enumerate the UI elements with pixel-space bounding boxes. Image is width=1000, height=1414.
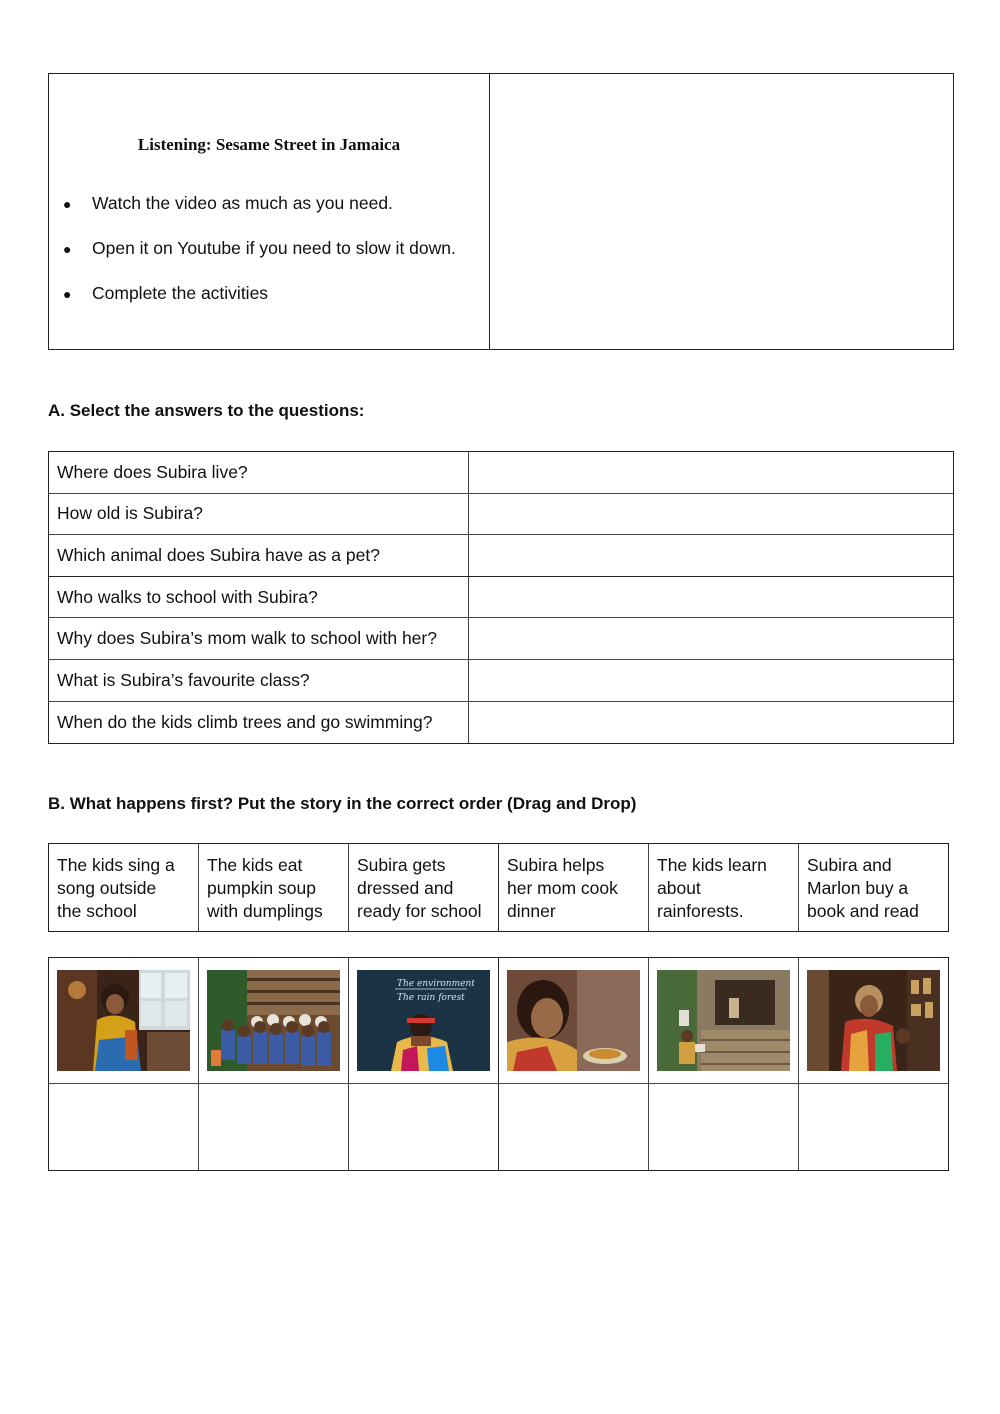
question-row — [49, 494, 953, 536]
picture-cell — [649, 958, 798, 1084]
instruction-item — [59, 271, 489, 316]
instruction-text: Open it on Youtube if you need to slow it down. — [92, 238, 456, 258]
story-event-line: ready for school — [357, 901, 482, 921]
instruction-item — [59, 181, 489, 226]
story-event-line: The kids eat — [207, 855, 303, 875]
story-event-line: song outside — [57, 878, 157, 898]
story-event-card[interactable] — [49, 844, 199, 931]
question-row — [49, 618, 953, 660]
question-text: Why does Subira’s mom walk to school with her? — [49, 618, 469, 659]
picture-cell — [499, 958, 648, 1084]
story-event-line: dressed and — [357, 878, 454, 898]
picture-cell — [799, 958, 948, 1084]
question-row — [49, 535, 953, 577]
story-event-card[interactable] — [349, 844, 499, 931]
picture-table — [48, 957, 949, 1171]
instruction-text: Complete the activities — [92, 283, 269, 303]
question-text: Which animal does Subira have as a pet? — [49, 535, 469, 576]
answer-dropzone[interactable] — [469, 702, 953, 744]
question-row — [49, 702, 953, 744]
story-event-line: Subira gets — [357, 855, 446, 875]
answer-dropzone[interactable] — [469, 618, 953, 659]
order-dropzone[interactable] — [199, 1084, 348, 1170]
story-event-line: book and read — [807, 901, 919, 921]
scene-photo-getting-dressed — [57, 970, 190, 1071]
story-events-table — [48, 843, 949, 932]
instruction-list — [59, 181, 489, 316]
question-text: Who walks to school with Subira? — [49, 577, 469, 618]
story-event-card[interactable] — [499, 844, 649, 931]
picture-column — [649, 958, 799, 1170]
instructions-box — [48, 73, 954, 350]
story-event-line: The kids learn — [657, 855, 767, 875]
picture-column — [799, 958, 948, 1170]
instruction-item — [59, 226, 489, 271]
picture-column — [349, 958, 499, 1170]
answer-dropzone[interactable] — [469, 577, 953, 618]
scene-photo-buying-book — [657, 970, 790, 1071]
story-event-line: pumpkin soup — [207, 878, 316, 898]
bullet-icon: ● — [63, 285, 72, 302]
story-event-card[interactable] — [649, 844, 799, 931]
order-dropzone[interactable] — [349, 1084, 498, 1170]
instruction-text: Watch the video as much as you need. — [92, 193, 393, 213]
page-title: Listening: Sesame Street in Jamaica — [137, 135, 401, 154]
bullet-icon: ● — [63, 240, 72, 257]
scene-photo-kids-singing — [207, 970, 340, 1071]
order-dropzone[interactable] — [799, 1084, 948, 1170]
order-dropzone[interactable] — [499, 1084, 648, 1170]
picture-column — [49, 958, 199, 1170]
question-row — [49, 452, 953, 494]
picture-cell — [349, 958, 498, 1084]
story-event-line: the school — [57, 901, 137, 921]
story-event-line: about — [657, 878, 701, 898]
question-text: When do the kids climb trees and go swimming? — [49, 702, 469, 744]
picture-cell — [199, 958, 348, 1084]
story-event-card[interactable] — [799, 844, 948, 931]
section-b-heading: B. What happens first? Put the story in the correct order (Drag and Drop) — [48, 794, 637, 813]
instructions-cell — [49, 74, 490, 349]
picture-column — [199, 958, 349, 1170]
scene-photo-rainforest-lesson — [357, 970, 490, 1071]
picture-cell — [49, 958, 198, 1084]
story-event-line: Subira and — [807, 855, 892, 875]
answer-dropzone[interactable] — [469, 494, 953, 535]
story-event-line: her mom cook — [507, 878, 618, 898]
story-event-line: rainforests. — [657, 901, 744, 921]
picture-column — [499, 958, 649, 1170]
order-dropzone[interactable] — [49, 1084, 198, 1170]
story-event-line: Marlon buy a — [807, 878, 909, 898]
questions-table — [48, 451, 954, 744]
chalkboard-line: The rain forest — [397, 993, 465, 1003]
story-event-line: dinner — [507, 901, 556, 921]
answer-dropzone[interactable] — [469, 452, 953, 493]
question-text: What is Subira’s favourite class? — [49, 660, 469, 701]
scene-photo-eating-soup — [507, 970, 640, 1071]
question-row — [49, 660, 953, 702]
question-text: Where does Subira live? — [49, 452, 469, 493]
story-event-line: Subira helps — [507, 855, 605, 875]
scene-photo-cooking-dinner — [807, 970, 940, 1071]
question-row — [49, 577, 953, 619]
story-event-line: The kids sing a — [57, 855, 175, 875]
order-dropzone[interactable] — [649, 1084, 798, 1170]
video-placeholder-cell[interactable] — [490, 74, 953, 349]
section-a-heading: A. Select the answers to the questions: — [48, 401, 365, 420]
answer-dropzone[interactable] — [469, 660, 953, 701]
answer-dropzone[interactable] — [469, 535, 953, 576]
story-event-line: with dumplings — [207, 901, 323, 921]
chalkboard-line: The environment — [397, 979, 475, 989]
story-event-card[interactable] — [199, 844, 349, 931]
question-text: How old is Subira? — [49, 494, 469, 535]
bullet-icon: ● — [63, 195, 72, 212]
